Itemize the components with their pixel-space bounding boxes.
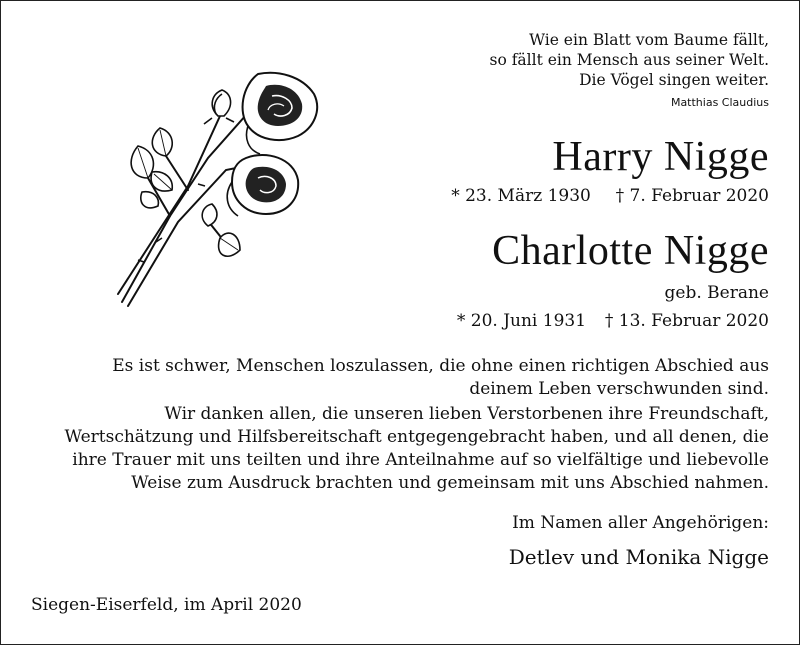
closing-intro: Im Namen aller Angehörigen: xyxy=(512,513,769,533)
birth-date: * 23. März 1930 xyxy=(451,186,591,206)
place-date: Siegen-Eiserfeld, im April 2020 xyxy=(31,595,302,615)
deceased-name-charlotte: Charlotte Nigge xyxy=(492,228,769,274)
body-p1-line-1: Es ist schwer, Menschen loszulassen, die ohne einen richtigen Abschied aus xyxy=(112,356,769,376)
maiden-name: geb. Berane xyxy=(664,283,769,303)
quote-line-3: Die Vögel singen weiter. xyxy=(579,71,769,89)
rose-illustration xyxy=(108,66,328,316)
quote-line-1: Wie ein Blatt vom Baume fällt, xyxy=(529,31,769,49)
body-p2-line-4: Weise zum Ausdruck brachten und gemeinsam mit uns Abschied nahmen. xyxy=(131,473,769,493)
quote-line-2: so fällt ein Mensch aus seiner Welt. xyxy=(489,51,769,69)
deceased-dates-charlotte xyxy=(457,310,769,332)
body-p2-line-3: ihre Trauer mit uns teilten und ihre Anteilnahme auf so vielfältige und liebevolle xyxy=(72,450,769,470)
death-date: † 7. Februar 2020 xyxy=(615,186,769,206)
quote-author: Matthias Claudius xyxy=(670,96,769,109)
closing-signature: Detlev und Monika Nigge xyxy=(508,545,769,569)
body-p2-line-1: Wir danken allen, die unseren lieben Verstorbenen ihre Freundschaft, xyxy=(164,404,769,424)
body-p1-line-2: deinem Leben verschwunden sind. xyxy=(469,379,769,399)
body-p2-line-2: Wertschätzung und Hilfsbereitschaft entgegengebracht haben, und all denen, die xyxy=(64,427,769,447)
death-date: † 13. Februar 2020 xyxy=(604,311,769,331)
birth-date: * 20. Juni 1931 xyxy=(456,311,587,331)
deceased-dates-harry xyxy=(451,185,769,207)
deceased-name-harry: Harry Nigge xyxy=(552,134,769,180)
